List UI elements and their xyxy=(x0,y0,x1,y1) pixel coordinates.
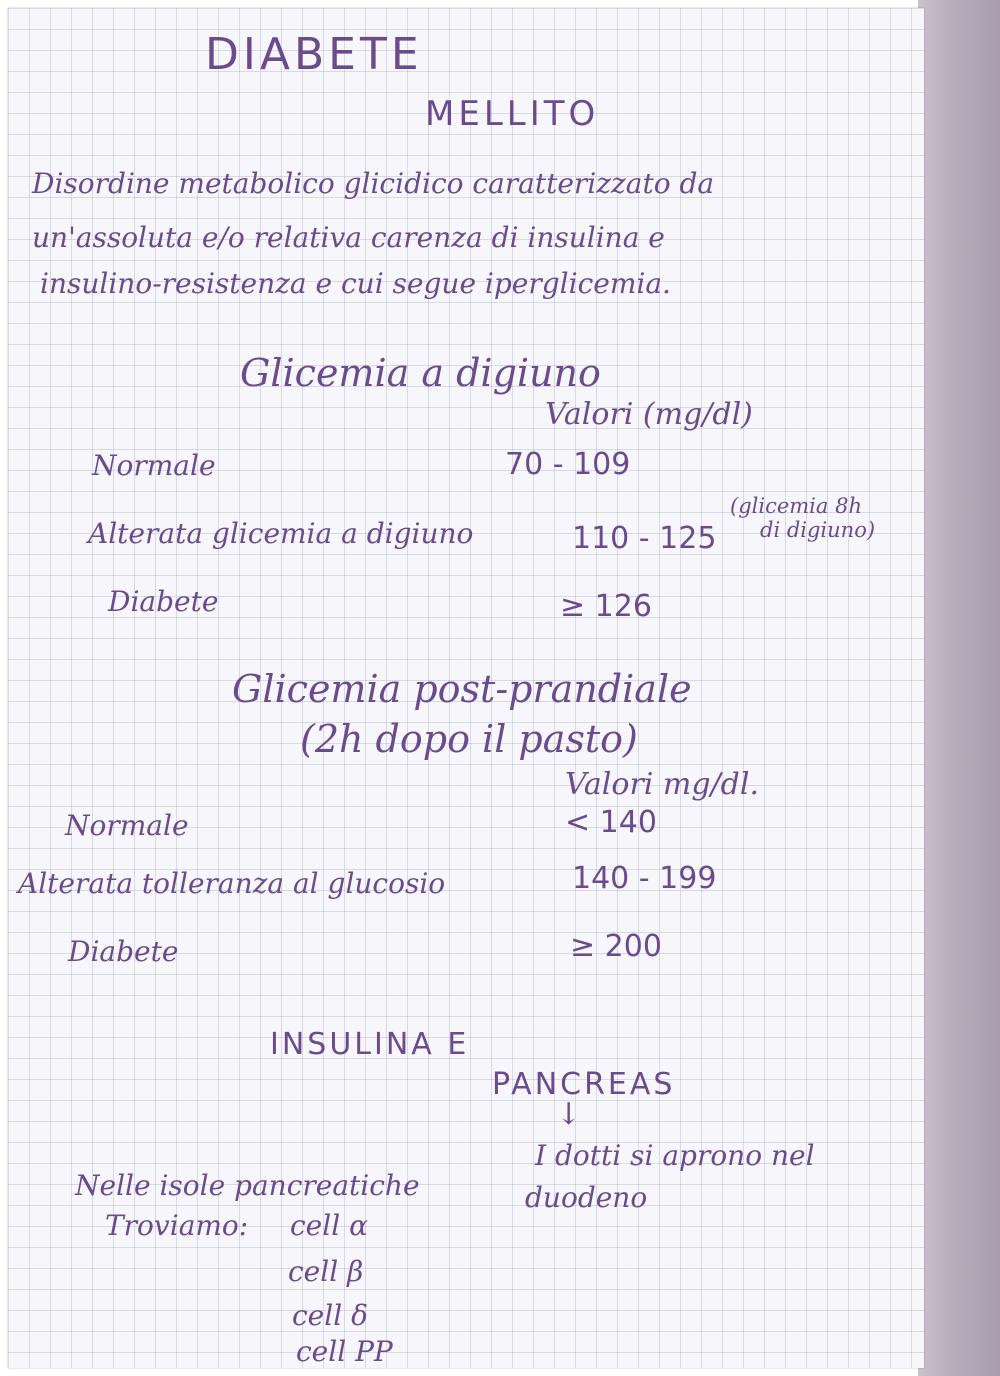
postprandial-row-label: Normale xyxy=(65,809,189,842)
definition-line-3: insulino-resistenza e cui segue iperglicemia. xyxy=(40,267,671,300)
postprandial-subheading: (2h dopo il pasto) xyxy=(300,717,638,761)
title-line-2: MELLITO xyxy=(425,94,600,134)
ducts-line-2: duodeno xyxy=(525,1181,648,1214)
islets-line-1: Nelle isole pancreatiche xyxy=(75,1169,420,1202)
fasting-row-label: Diabete xyxy=(108,585,219,618)
fasting-row-value: 110 - 125 xyxy=(572,521,717,556)
cell-item: cell PP xyxy=(296,1335,393,1368)
definition-line-2: un'assoluta e/o relativa carenza di insulina e xyxy=(32,221,665,254)
postprandial-row-value: < 140 xyxy=(565,805,657,840)
cell-item: cell α xyxy=(290,1209,368,1242)
title-line-1: DIABETE xyxy=(205,29,423,80)
fasting-row-note: (glicemia 8h xyxy=(730,494,862,518)
cell-item: cell β xyxy=(288,1255,364,1288)
fasting-row-value: ≥ 126 xyxy=(560,589,652,624)
postprandial-row-value: ≥ 200 xyxy=(570,929,662,964)
postprandial-row-label: Diabete xyxy=(68,935,179,968)
fasting-row-value: 70 - 109 xyxy=(505,447,631,482)
fasting-row-note: di digiuno) xyxy=(760,518,876,542)
fasting-values-header: Valori (mg/dl) xyxy=(545,397,753,432)
page-shadow xyxy=(918,0,1000,1376)
islets-line-2: Troviamo: xyxy=(105,1209,249,1242)
postprandial-values-header: Valori mg/dl. xyxy=(565,767,760,802)
pancreas-heading: PANCREAS xyxy=(492,1067,676,1102)
cell-item: cell δ xyxy=(292,1299,368,1332)
insulin-heading: INSULINA E xyxy=(270,1027,470,1062)
fasting-row-label: Normale xyxy=(92,449,216,482)
postprandial-row-value: 140 - 199 xyxy=(572,861,717,896)
definition-line-1: Disordine metabolico glicidico caratterizzato da xyxy=(32,167,715,200)
postprandial-heading: Glicemia post-prandiale xyxy=(232,667,692,711)
down-arrow-icon: ↓ xyxy=(556,1097,582,1132)
fasting-row-label: Alterata glicemia a digiuno xyxy=(88,517,474,550)
fasting-heading: Glicemia a digiuno xyxy=(240,351,601,395)
ducts-line-1: I dotti si aprono nel xyxy=(535,1139,815,1172)
postprandial-row-label: Alterata tolleranza al glucosio xyxy=(18,867,446,900)
